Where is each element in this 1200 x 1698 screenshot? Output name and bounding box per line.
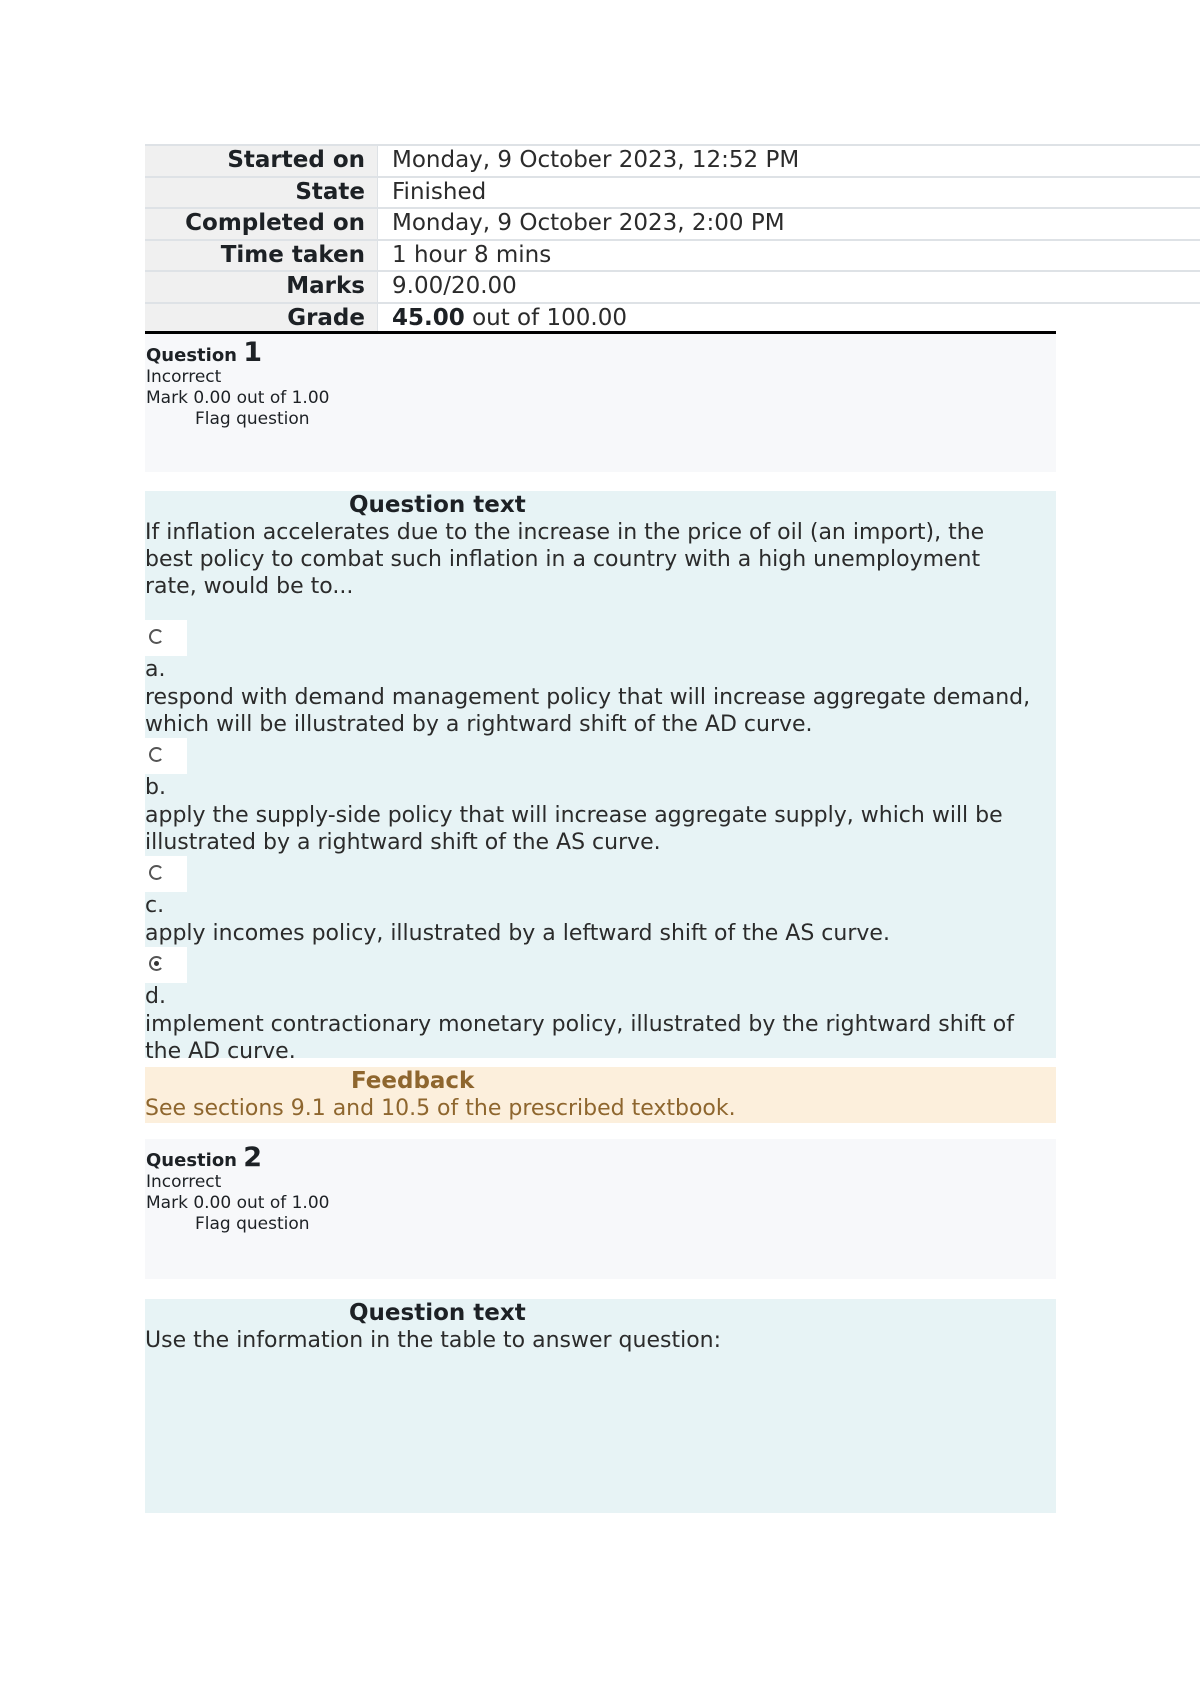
- radio-icon: [149, 865, 164, 880]
- question-1-content: [145, 491, 1056, 1064]
- radio-icon: [149, 747, 164, 762]
- radio-button[interactable]: [145, 856, 187, 892]
- answer-option-a[interactable]: [145, 620, 1056, 738]
- answer-option-c[interactable]: [145, 856, 1056, 947]
- answer-text: apply incomes policy, illustrated by a leftward shift of the AS curve.: [145, 921, 890, 946]
- summary-label: Marks: [145, 272, 377, 302]
- summary-value: Monday, 9 October 2023, 12:52 PM: [377, 146, 1200, 176]
- question-mark: Mark 0.00 out of 1.00: [146, 1193, 330, 1213]
- question-1-feedback: [145, 1067, 1056, 1123]
- radio-button[interactable]: [145, 620, 187, 656]
- summary-value: Finished: [377, 178, 1200, 208]
- summary-label: Grade: [145, 304, 377, 335]
- answer-letter: a.: [145, 657, 166, 682]
- summary-label: Completed on: [145, 209, 377, 239]
- answer-letter: c.: [145, 893, 165, 918]
- summary-value: 1 hour 8 mins: [377, 241, 1200, 271]
- summary-value: Monday, 9 October 2023, 2:00 PM: [377, 209, 1200, 239]
- summary-label: Time taken: [145, 241, 377, 271]
- question-mark: Mark 0.00 out of 1.00: [146, 388, 330, 408]
- radio-icon: [149, 629, 164, 644]
- question-number: [146, 337, 1056, 368]
- answer-option-d[interactable]: [145, 947, 1056, 1065]
- attempt-summary-table: [145, 144, 1200, 335]
- question-text: Use the information in the table to answer question:: [145, 1328, 722, 1353]
- radio-checked-icon: [149, 956, 164, 971]
- radio-button[interactable]: [145, 738, 187, 774]
- answer-letter: b.: [145, 775, 166, 800]
- question-2-info: [145, 1139, 1056, 1279]
- question-text: If inflation accelerates due to the increase in the price of oil (an import), the best policy to combat such inflation in a country with a high unemployment rate, would be to...: [145, 520, 985, 599]
- grade-value: 45.00: [392, 304, 465, 331]
- question-state: Incorrect: [146, 367, 222, 387]
- answer-text: respond with demand management policy that will increase aggregate demand, which will be illustrated by a rightward shift of the AD curve.: [145, 685, 1031, 737]
- question-prefix: Question: [146, 345, 244, 366]
- question-2-content: [145, 1299, 1056, 1513]
- answer-text: apply the supply-side policy that will increase aggregate supply, which will be illustrated by a rightward shift of the AS curve.: [145, 803, 1003, 855]
- flag-question-link[interactable]: Flag question: [195, 1214, 310, 1234]
- question-state: Incorrect: [146, 1172, 222, 1192]
- summary-row-started-on: [145, 144, 1200, 176]
- question-number: [146, 1142, 1056, 1173]
- flag-question-link[interactable]: Flag question: [195, 409, 310, 429]
- question-number-value: 2: [243, 1142, 263, 1173]
- summary-row-marks: [145, 270, 1200, 302]
- question-text-heading: Question text: [349, 492, 526, 518]
- answer-letter: d.: [145, 984, 166, 1009]
- question-number-value: 1: [243, 337, 263, 368]
- summary-label: State: [145, 178, 377, 208]
- radio-button-selected[interactable]: [145, 947, 187, 983]
- summary-row-time-taken: [145, 239, 1200, 271]
- answer-text: implement contractionary monetary policy, illustrated by the rightward shift of the AD curve.: [145, 1012, 1014, 1064]
- summary-value: 9.00/20.00: [377, 272, 1200, 302]
- question-text-heading: Question text: [349, 1300, 526, 1326]
- grade-suffix: out of 100.00: [464, 304, 628, 331]
- question-prefix: Question: [146, 1150, 244, 1171]
- feedback-heading: Feedback: [351, 1068, 475, 1094]
- summary-row-state: [145, 176, 1200, 208]
- feedback-text: See sections 9.1 and 10.5 of the prescribed textbook.: [145, 1096, 736, 1121]
- summary-row-completed-on: [145, 207, 1200, 239]
- answer-option-b[interactable]: [145, 738, 1056, 856]
- question-1-info: [145, 334, 1056, 472]
- summary-label: Started on: [145, 146, 377, 176]
